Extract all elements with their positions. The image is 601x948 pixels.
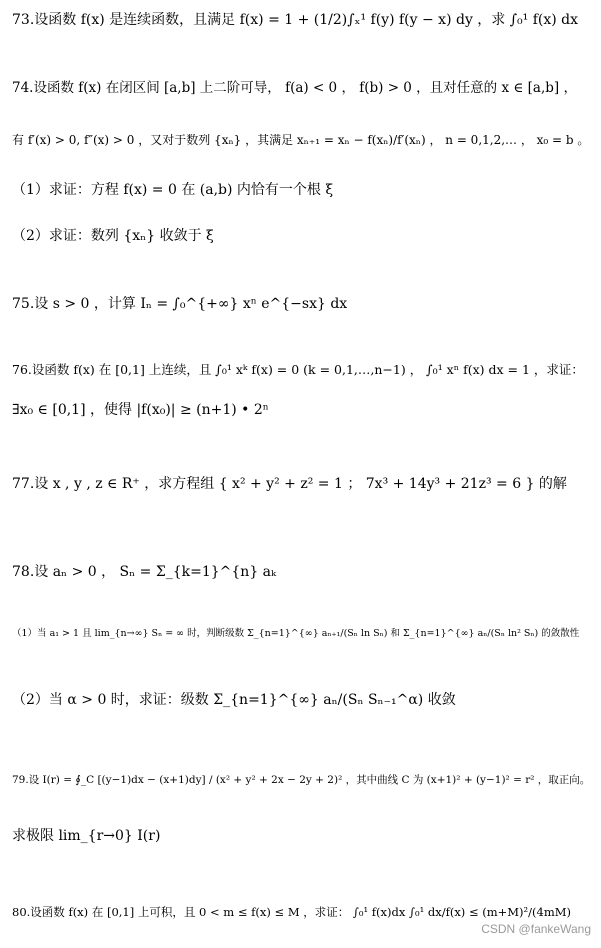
problem-78-part-2: （2）当 α > 0 时，求证：级数 Σ_{n=1}^{∞} aₙ/(Sₙ Sₙ₋₁^α) 收敛 xyxy=(12,692,456,708)
problem-78-line-1: 78.设 aₙ > 0 ， Sₙ = Σ_{k=1}^{n} aₖ xyxy=(12,564,277,580)
problem-73-line-1: 73.设函数 f(x) 是连续函数，且满足 f(x) = 1 + (1/2)∫ₓ¹ f(y) f(y − x) dy ，求 ∫₀¹ f(x) dx xyxy=(12,12,579,28)
problem-77-line-1: 77.设 x , y , z ∈ R⁺ ，求方程组 { x² + y² + z² = 1 ； 7x³ + 14y³ + 21z³ = 6 } 的解 xyxy=(12,476,567,492)
problem-74-line-2: 有 f′(x) > 0, f″(x) > 0 ，又对于数列 {xₙ} ，其满足 xₙ₊₁ = xₙ − f(xₙ)/f′(xₙ) ， n = 0,1,2,… ， x₀ = b 。 xyxy=(12,133,590,147)
problem-80-line-1: 80.设函数 f(x) 在 [0,1] 上可积，且 0 < m ≤ f(x) ≤ M ，求证： ∫₀¹ f(x)dx ∫₀¹ dx/f(x) ≤ (m+M)²/(4mM) xyxy=(12,905,571,919)
problem-74-part-1: （1）求证：方程 f(x) = 0 在 (a,b) 内恰有一个根 ξ xyxy=(12,182,334,198)
problem-76-line-1: 76.设函数 f(x) 在 [0,1] 上连续，且 ∫₀¹ xᵏ f(x) = 0 (k = 0,1,…,n−1) ， ∫₀¹ xⁿ f(x) dx = 1 ，求证： xyxy=(12,362,584,377)
problem-74-part-2: （2）求证：数列 {xₙ} 收敛于 ξ xyxy=(12,228,214,244)
watermark: CSDN @fankeWang xyxy=(481,922,591,936)
problem-74-line-1: 74.设函数 f(x) 在闭区间 [a,b] 上二阶可导， f(a) < 0 ， f(b) > 0 ，且对任意的 x ∈ [a,b] ， xyxy=(12,80,577,96)
problem-79-line-1: 79.设 I(r) = ∮_C [(y−1)dx − (x+1)dy] / (x² + y² + 2x − 2y + 2)² ，其中曲线 C 为 (x+1)² + (y−1)² = r² ，取正向。 xyxy=(12,774,591,786)
problem-78-part-1: （1）当 a₁ > 1 且 lim_{n→∞} Sₙ = ∞ 时，判断级数 Σ_{n=1}^{∞} aₙ₊₁/(Sₙ ln Sₙ) 和 Σ_{n=1}^{∞} aₙ/(Sₙ ln² Sₙ) 的敛散性 xyxy=(12,628,580,639)
problem-76-line-2: ∃x₀ ∈ [0,1] ，使得 |f(x₀)| ≥ (n+1) • 2ⁿ xyxy=(12,402,269,418)
problem-79-line-2: 求极限 lim_{r→0} I(r) xyxy=(12,828,161,844)
problem-75-line-1: 75.设 s > 0 ，计算 Iₙ = ∫₀^{+∞} xⁿ e^{−sx} dx xyxy=(12,296,348,312)
